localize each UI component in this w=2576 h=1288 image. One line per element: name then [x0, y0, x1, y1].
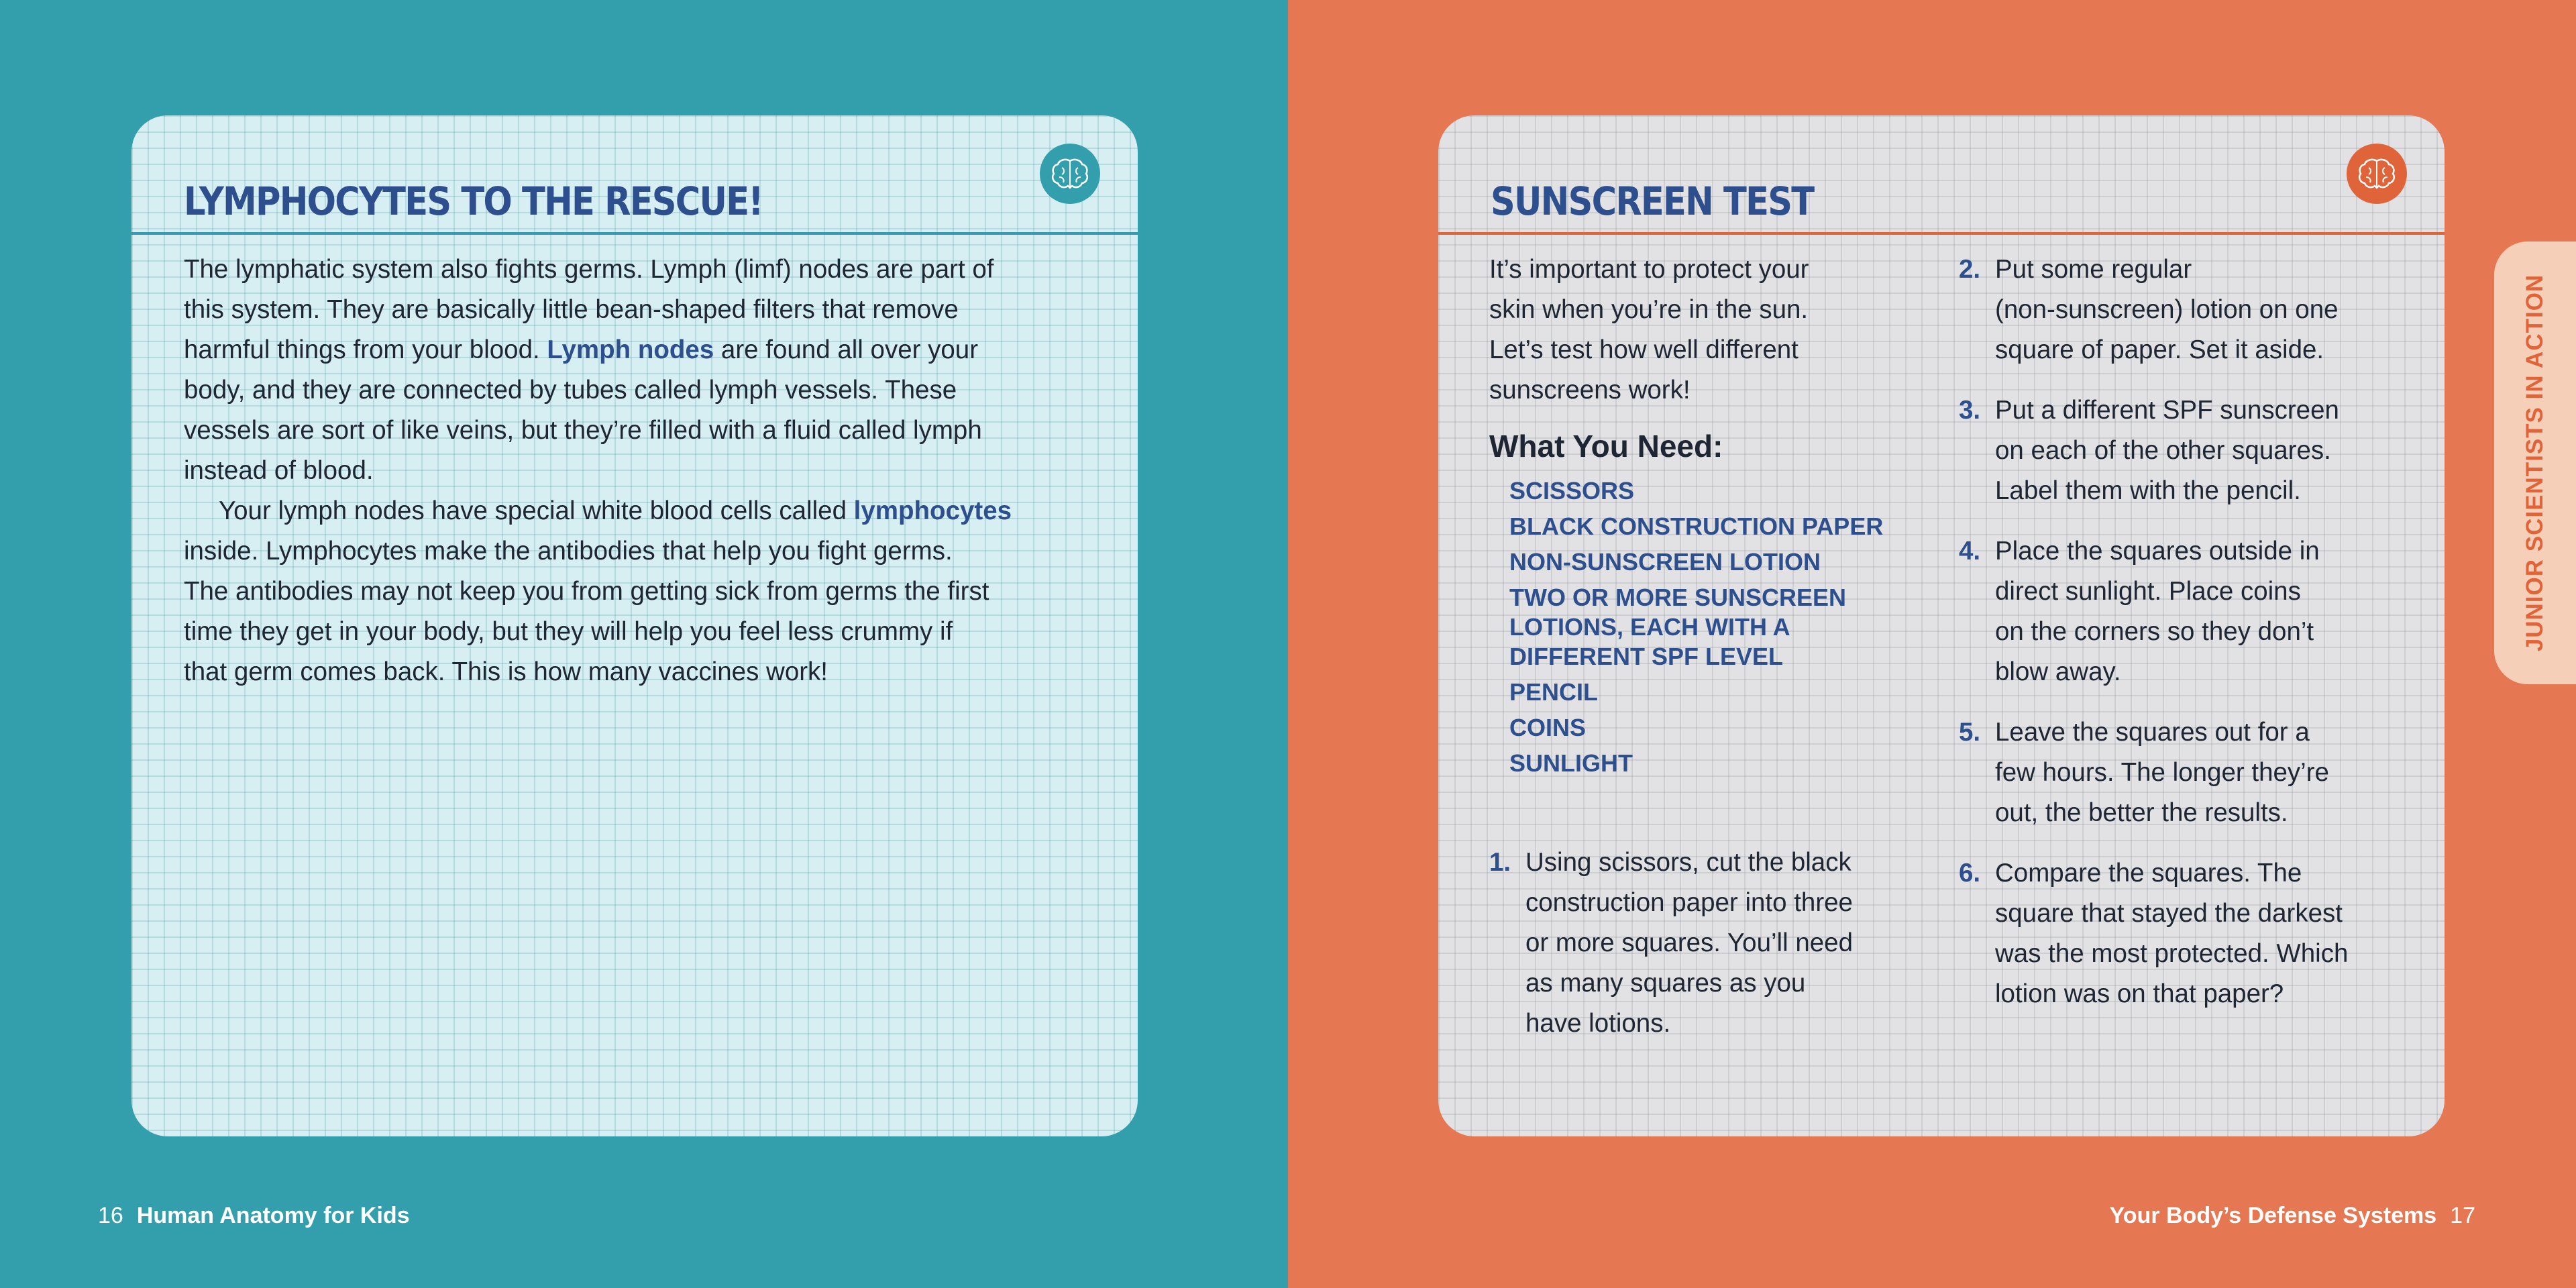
step-line: lotion was on that paper?	[1995, 979, 2284, 1008]
right-footer	[2096, 1203, 2475, 1229]
step-5	[1959, 712, 2428, 833]
step-text	[1995, 390, 2339, 511]
supply-item	[1509, 547, 1945, 577]
intro-line: It’s important to protect your	[1489, 255, 1809, 284]
step-line: direct sunlight. Place coins	[1995, 577, 2301, 606]
step-line: Compare the squares. The	[1995, 859, 2302, 888]
step-line: on the corners so they don’t	[1995, 617, 2314, 646]
step-line: square that stayed the darkest	[1995, 899, 2343, 928]
body-line: that germ comes back. This is how many vaccines work!	[184, 657, 828, 686]
step-number: 4.	[1959, 537, 1981, 566]
body-text-span: harmful things from your blood.	[184, 335, 547, 364]
step-number: 5.	[1959, 718, 1981, 747]
page-number: 17	[2450, 1203, 2475, 1228]
step-line: Label them with the pencil.	[1995, 476, 2301, 505]
step-number: 6.	[1959, 859, 1981, 888]
intro-text	[1489, 250, 1945, 411]
body-line: instead of blood.	[184, 456, 374, 485]
intro-line: Let’s test how well different	[1489, 335, 1799, 364]
right-page	[1288, 0, 2576, 1288]
step-text	[1525, 843, 1853, 1044]
step-line: or more squares. You’ll need	[1525, 928, 1853, 957]
body-text-span: are found all over your	[714, 335, 979, 364]
step-text	[1995, 250, 2339, 370]
side-tab-label: JUNIOR SCIENTISTS IN ACTION	[2522, 274, 2548, 652]
what-you-need-heading: What You Need:	[1489, 429, 1723, 464]
step-line: out, the better the results.	[1995, 798, 2288, 827]
supply-line: COINS	[1509, 714, 1587, 741]
step-line: as many squares as you	[1525, 969, 1806, 998]
supply-line: DIFFERENT SPF LEVEL	[1509, 643, 1784, 670]
brain-icon-badge	[1040, 144, 1100, 204]
section-title: Your Body’s Defense Systems	[2109, 1203, 2437, 1228]
step-line: construction paper into three	[1525, 888, 1853, 917]
brain-icon-badge	[2347, 144, 2407, 204]
step-1	[1489, 843, 1945, 1044]
body-line: The lymphatic system also fights germs. Lymph (limf) nodes are part of	[184, 255, 994, 284]
keyword-lymph-nodes: Lymph nodes	[547, 335, 714, 364]
step-line: blow away.	[1995, 657, 2121, 686]
step-4	[1959, 531, 2428, 692]
intro-line: sunscreens work!	[1489, 376, 1690, 405]
supply-item	[1509, 713, 1945, 743]
lymphocytes-body	[184, 250, 1103, 692]
steps-list-left	[1489, 843, 1945, 1044]
sunscreen-card	[1438, 115, 2445, 1136]
supply-line: SUNLIGHT	[1509, 749, 1633, 777]
step-line: Leave the squares out for a	[1995, 718, 2310, 747]
step-number: 3.	[1959, 396, 1981, 425]
body-line	[184, 491, 1103, 531]
step-line: few hours. The longer they’re	[1995, 758, 2329, 787]
page-number: 16	[98, 1203, 123, 1228]
body-line: vessels are sort of like veins, but they’re filled with a fluid called lymph	[184, 416, 982, 445]
supply-item	[1509, 749, 1945, 778]
brain-icon	[1050, 157, 1090, 191]
card-title: LYMPHOCYTES TO THE RESCUE!	[184, 178, 763, 224]
step-line: was the most protected. Which	[1995, 939, 2349, 968]
step-2	[1959, 250, 2428, 370]
right-column	[1959, 250, 2428, 1034]
section-side-tab	[2494, 241, 2576, 684]
lymphocytes-card	[131, 115, 1138, 1136]
step-text	[1995, 853, 2348, 1014]
body-line: this system. They are basically little bean-shaped filters that remove	[184, 295, 959, 324]
body-line: body, and they are connected by tubes called lymph vessels. These	[184, 376, 957, 405]
supply-item	[1509, 512, 1945, 541]
step-6	[1959, 853, 2428, 1014]
body-line: time they get in your body, but they will help you feel less crummy if	[184, 617, 953, 646]
body-text-span: Your lymph nodes have special white blood cells called	[219, 496, 854, 525]
step-number: 2.	[1959, 255, 1981, 284]
title-divider	[131, 232, 1138, 235]
left-column	[1489, 250, 1945, 1064]
supply-line: LOTIONS, EACH WITH A	[1509, 613, 1790, 641]
supply-item	[1509, 583, 1945, 672]
step-3	[1959, 390, 2428, 511]
intro-line: skin when you’re in the sun.	[1489, 295, 1809, 324]
card-title: SUNSCREEN TEST	[1491, 178, 1814, 224]
supply-line: SCISSORS	[1509, 477, 1635, 504]
body-line	[184, 330, 1103, 370]
body-line: inside. Lymphocytes make the antibodies that help you fight germs.	[184, 537, 953, 566]
steps-list-right	[1959, 250, 2428, 1014]
supply-line: NON-SUNSCREEN LOTION	[1509, 548, 1821, 576]
step-line: (non-sunscreen) lotion on one	[1995, 295, 2339, 324]
step-line: Using scissors, cut the black	[1525, 848, 1851, 877]
supply-item	[1509, 476, 1945, 506]
supply-item	[1509, 678, 1945, 707]
supply-line: BLACK CONSTRUCTION PAPER	[1509, 513, 1884, 540]
book-title: Human Anatomy for Kids	[136, 1203, 410, 1228]
step-line: Put a different SPF sunscreen	[1995, 396, 2339, 425]
step-line: Put some regular	[1995, 255, 2192, 284]
left-footer	[98, 1203, 423, 1229]
step-line: Place the squares outside in	[1995, 537, 2320, 566]
step-line: on each of the other squares.	[1995, 436, 2331, 465]
supplies-list	[1489, 476, 1945, 778]
step-text	[1995, 531, 2320, 692]
title-divider	[1438, 232, 2445, 235]
supply-line: TWO OR MORE SUNSCREEN	[1509, 584, 1847, 611]
step-number: 1.	[1489, 848, 1511, 877]
body-line: The antibodies may not keep you from getting sick from germs the first	[184, 577, 989, 606]
step-line: have lotions.	[1525, 1009, 1671, 1038]
brain-icon	[2357, 157, 2397, 191]
supply-line: PENCIL	[1509, 678, 1599, 706]
keyword-lymphocytes: lymphocytes	[853, 496, 1012, 525]
step-line: square of paper. Set it aside.	[1995, 335, 2324, 364]
step-text	[1995, 712, 2329, 833]
